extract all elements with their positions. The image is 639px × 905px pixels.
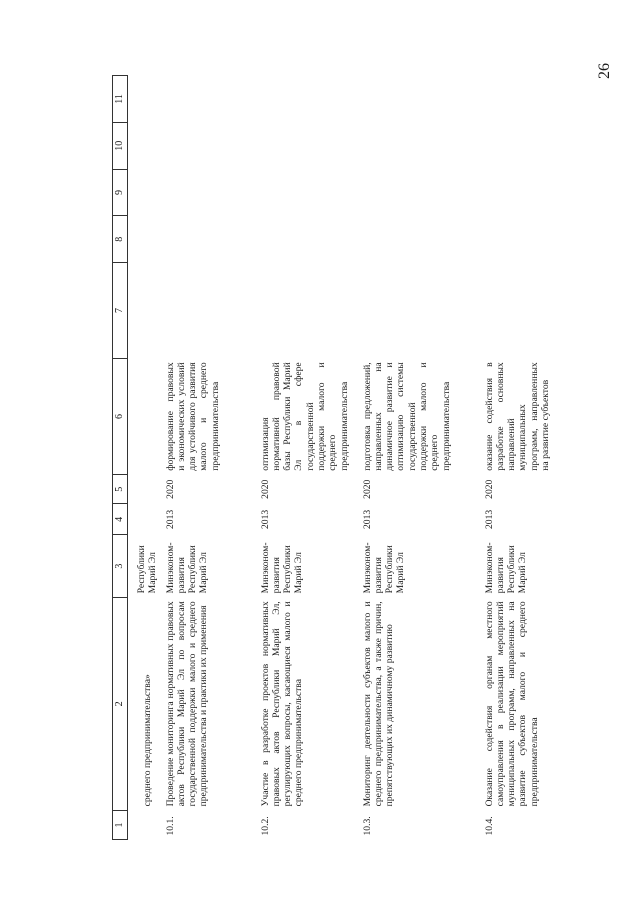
row-name: Участие в разработке проектов нормативных правовых актов Республики Марий Эл, регулирующих вопросы, касающиеся малого и среднего предпринимательства [259, 601, 305, 807]
table-row [481, 76, 555, 840]
row-org: Минэконом-развития Республики Марий Эл [361, 542, 407, 594]
column-header: 3 [113, 535, 128, 597]
row-number: 10.1. [164, 816, 176, 836]
column-header: 5 [113, 475, 128, 504]
row-result: оптимизация нормативной правовой базы Республики Марий Эл в сфере государственной поддержки малого и среднего предпринимательства [259, 362, 350, 471]
table-row [257, 76, 359, 840]
row-name: Проведение мониторинга нормативных правовых актов Республики Марий Эл по вопросам государственной поддержки малого и среднего предпринимательства и практики их применения [164, 601, 210, 807]
row-result: подготовка предложений, направленных на динамичное развитие и оптимизацию системы государственной поддержки малого и среднего предпринимательства [361, 362, 452, 471]
rotated-table-wrapper [112, 75, 617, 840]
row-org: Минэконом-развития Республики Марий Эл [483, 542, 529, 594]
row-number: 10.4. [483, 816, 495, 836]
row-end-year: 2020 [259, 479, 271, 499]
column-header: 1 [113, 810, 128, 839]
column-header: 7 [113, 263, 128, 359]
page-number: 26 [596, 63, 613, 79]
row-end-year: 2020 [361, 479, 373, 499]
column-header: 4 [113, 504, 128, 535]
row-start-year: 2013 [164, 509, 176, 529]
row-name: Мониторинг деятельности субъектов малого и среднего предпринимательства, а также причин, препятствующих их динамичному развитию [361, 601, 396, 807]
column-header: 10 [113, 122, 128, 169]
row-result: оказание содействия в разработке основных направлений муниципальных программ, направленных на развитие субъектов [483, 362, 552, 471]
row-start-year: 2013 [483, 509, 495, 529]
row-result: формирование правовых и экономических условий для устойчивого развития малого и среднего предпринимательства [164, 362, 221, 471]
row-name: Оказание содействия органам местного самоуправления в реализации мероприятий муниципальных программ, направленных на развитие субъектов малого и среднего предпринимательства [483, 601, 540, 807]
column-header: 2 [113, 597, 128, 810]
header-row [113, 76, 128, 840]
program-table [112, 75, 554, 840]
column-header: 8 [113, 216, 128, 263]
row-number: 10.3. [361, 816, 373, 836]
row-end-year: 2020 [164, 479, 176, 499]
column-header: 11 [113, 76, 128, 123]
row-start-year: 2013 [259, 509, 271, 529]
table-row [162, 76, 257, 840]
continuation-org: Республики Марий Эл [136, 545, 159, 594]
row-end-year: 2020 [483, 479, 495, 499]
column-header: 6 [113, 358, 128, 474]
row-org: Минэконом-развития Республики Марий Эл [164, 542, 210, 594]
row-start-year: 2013 [361, 509, 373, 529]
continuation-row [128, 76, 162, 840]
row-org: Минэконом-развития Республики Марий Эл [259, 542, 305, 594]
continuation-name: среднего предпринимательства» [142, 674, 153, 807]
column-header: 9 [113, 169, 128, 216]
table-row [359, 76, 481, 840]
row-number: 10.2. [259, 816, 271, 836]
